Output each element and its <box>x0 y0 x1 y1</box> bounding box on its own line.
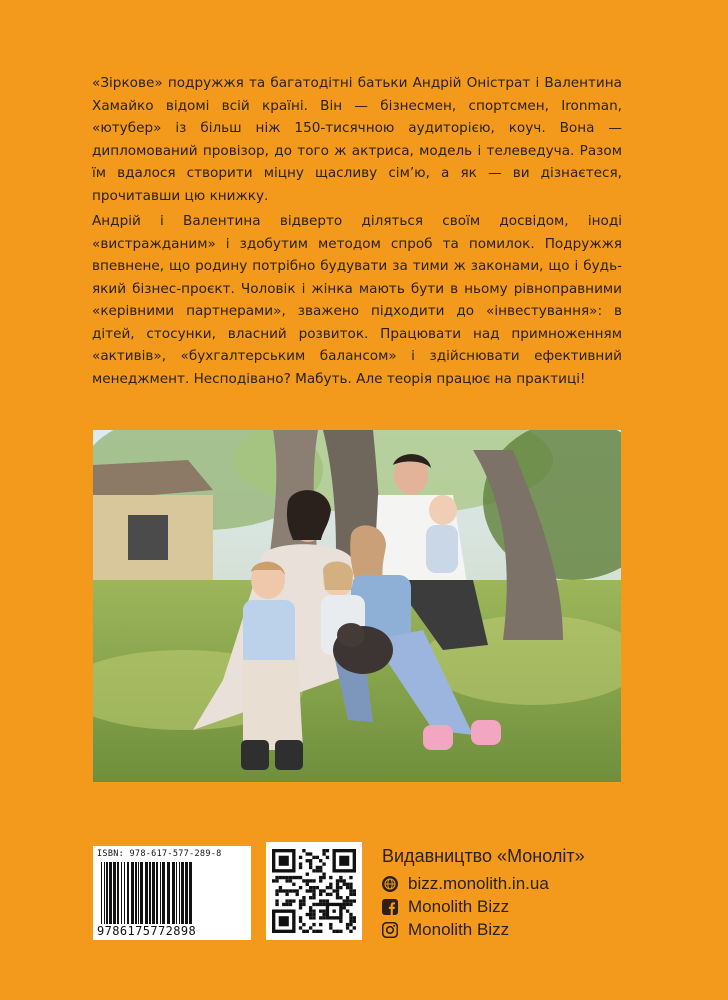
publisher-info <box>382 846 585 941</box>
facebook-link[interactable]: Monolith Bizz <box>408 896 510 916</box>
instagram-link[interactable]: Monolith Bizz <box>408 919 510 939</box>
website-row[interactable] <box>382 872 585 895</box>
instagram-icon <box>382 922 398 938</box>
website-link[interactable]: bizz.monolith.in.ua <box>408 873 549 893</box>
facebook-icon <box>382 899 398 915</box>
qr-code-pattern <box>272 849 356 933</box>
barcode-bars <box>99 862 245 924</box>
isbn-label: ISBN: 978-617-577-289-8 <box>97 849 222 859</box>
description-paragraph-1: «Зіркове» подружжя та багатодітні батьки Андрій Оністрат і Валентина Хамайко відомі всій країні. Він — бізнесмен, спортсмен, Ironman, «ютубер» із більш ніж 150-тисячною аудиторією, коуч. Вона — дипломований провізор, до того ж актриса, модель і телеведуча. Разом їм вдалося створити міцну щасливу сім’ю, а як — ви дізнаєтеся, прочитавши цю книжку. <box>92 75 622 204</box>
globe-icon <box>382 876 398 892</box>
description-paragraph-2: Андрій і Валентина відверто діляться своїм досвідом, іноді «вистражданим» і здобутим методом спроб та помилок. Подружжя впевнене, що родину потрібно будувати за тими ж законами, що і будь-який бізнес-проєкт. Чоловік і жінка мають бути в ньому рівноправними «керівними партнерами», зважено підходити до «інвестування»: в дітей, стосунки, власний розвиток. Працювати над примноженням «активів», «бухгалтерським балансом» і здійснювати ефективний менеджмент. Несподівано? Мабуть. Але теорія працює на практиці! <box>92 213 622 387</box>
isbn-barcode <box>93 846 251 940</box>
qr-code[interactable] <box>266 842 362 940</box>
publisher-name: Видавництво «Моноліт» <box>382 846 585 866</box>
barcode-digits: 9786175772898 <box>97 924 197 938</box>
instagram-row[interactable] <box>382 918 585 941</box>
family-photo <box>93 430 621 782</box>
facebook-row[interactable] <box>382 895 585 918</box>
